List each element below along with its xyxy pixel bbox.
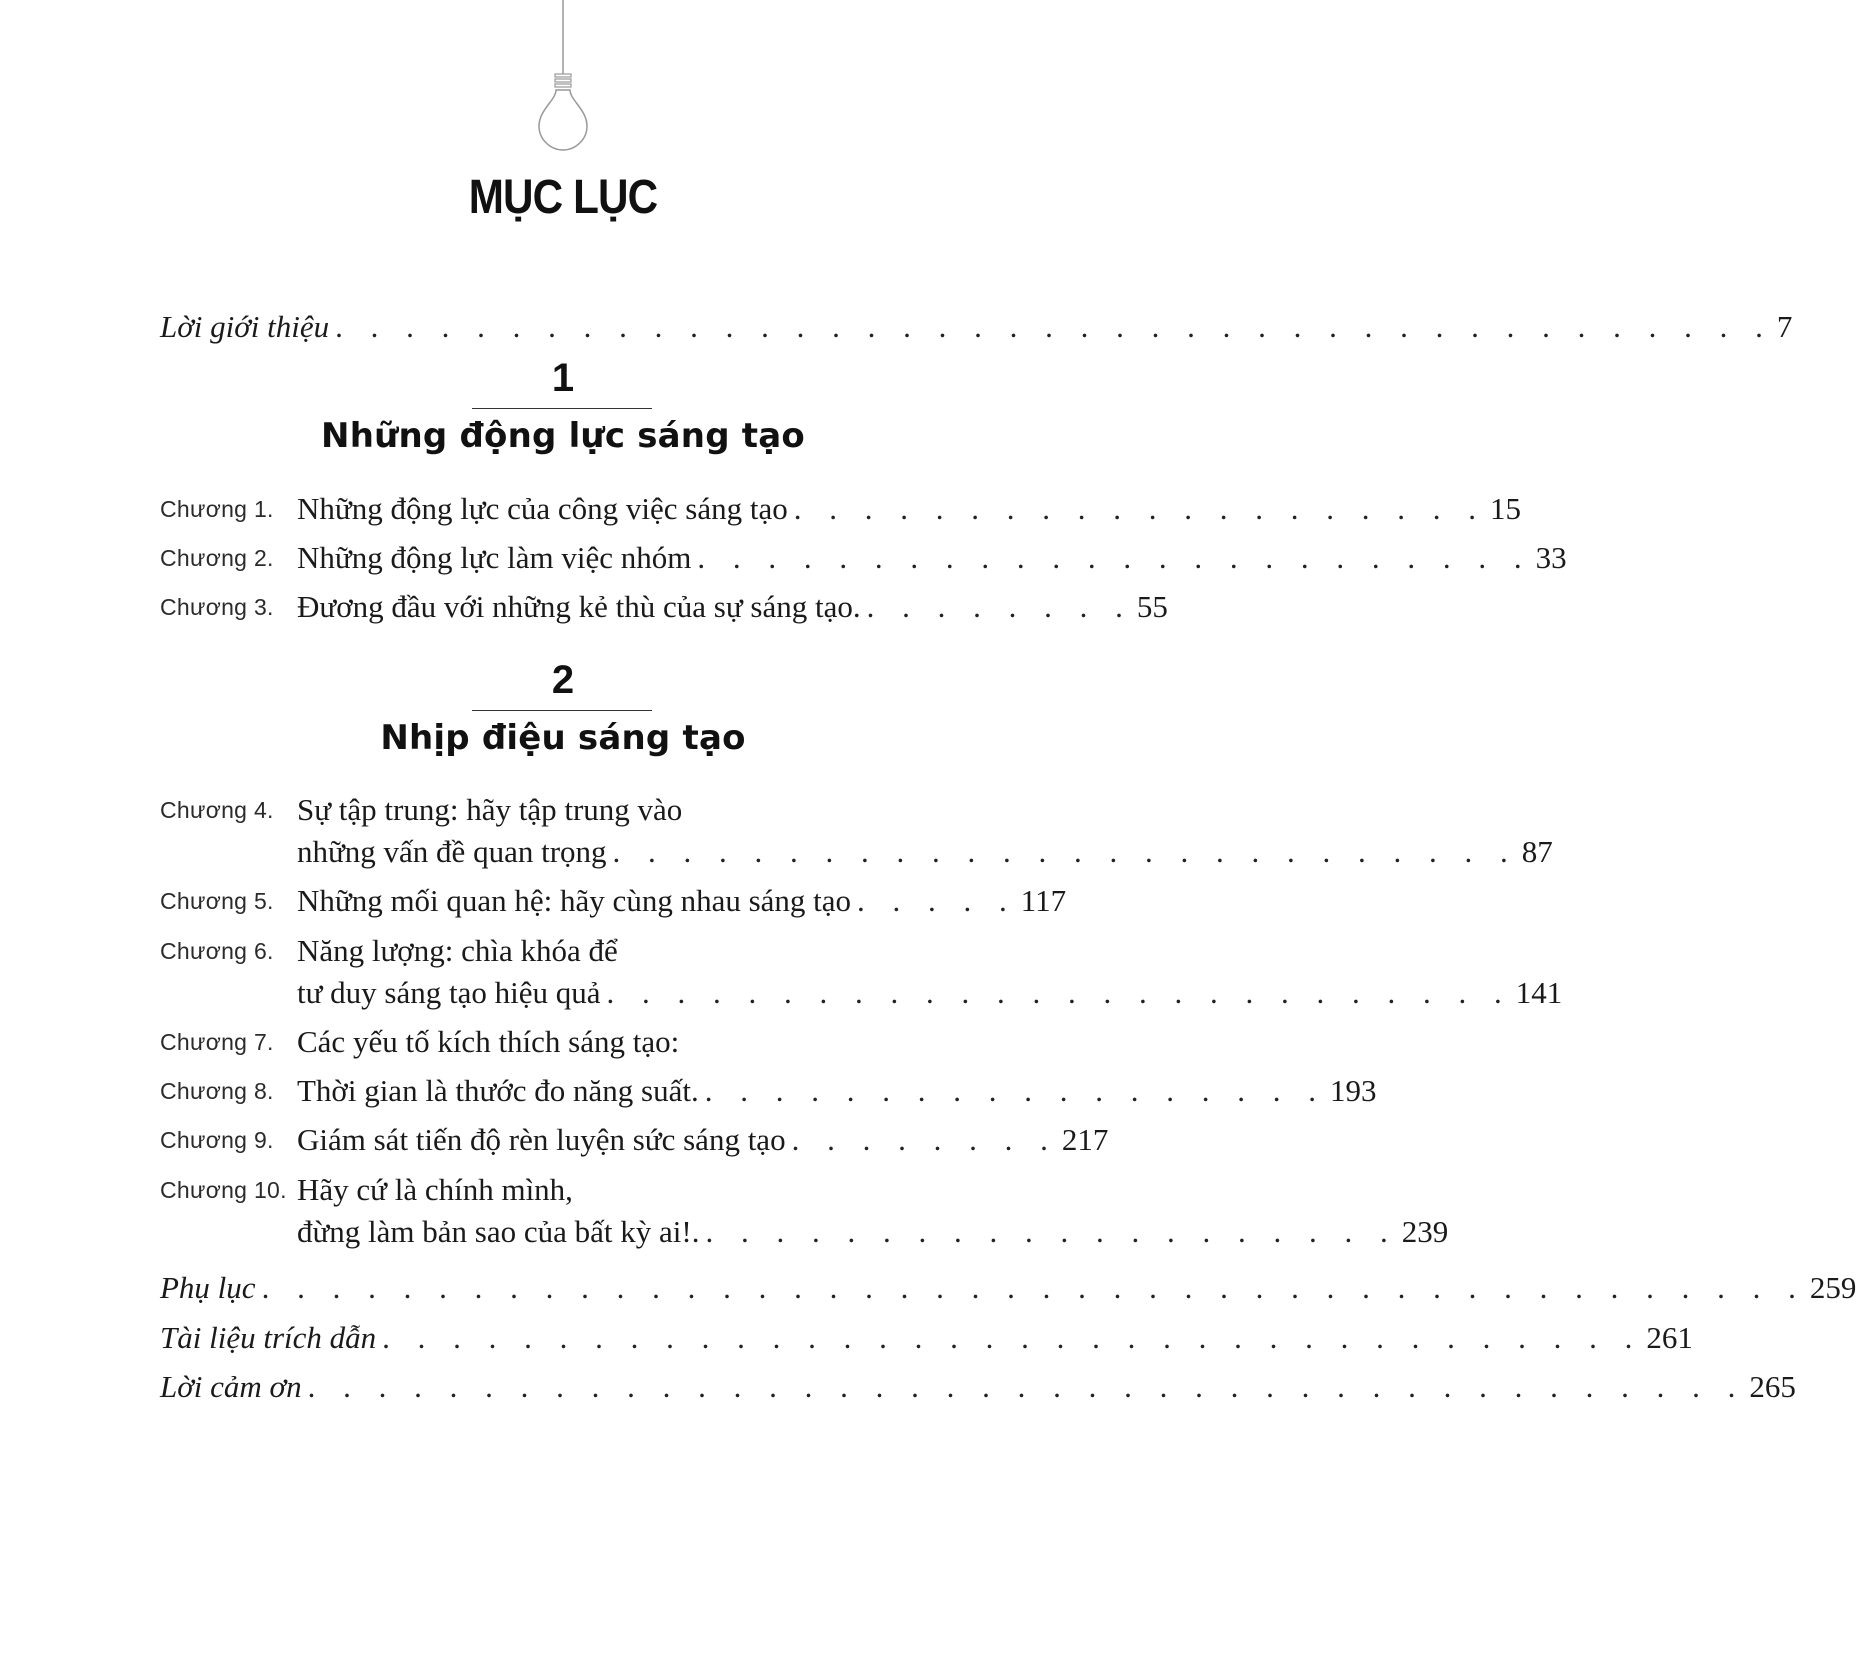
- chapter-label: Chương 10.: [160, 1177, 287, 1203]
- entry-text: tư duy sáng tạo hiệu quả: [297, 970, 607, 1016]
- entry-text: những vấn đề quan trọng: [297, 829, 613, 875]
- entry-text: Thời gian là thước đo năng suất.: [297, 1068, 705, 1114]
- toc-entry-chapter-7[interactable]: [160, 1019, 963, 1065]
- entry-text: Năng lượng: chìa khóa để: [297, 928, 624, 974]
- page-number: 261: [1646, 1320, 1693, 1355]
- leader-dots: . . . . . . . .: [791, 1122, 1058, 1157]
- chapter-label: Chương 7.: [160, 1029, 274, 1055]
- entry-text: đừng làm bản sao của bất kỳ ai!.: [297, 1209, 705, 1255]
- part-title: Nhịp điệu sáng tạo: [380, 718, 746, 758]
- leader-dots: . . . . . . . . . . . . . . . . . . . . . . . . . .: [612, 834, 1518, 869]
- chapter-label: Chương 2.: [160, 545, 274, 571]
- toc-entry-chapter-3[interactable]: [160, 584, 1168, 630]
- leader-dots: . . . . . . . . . . . . . . . . . . . . . . . . . . . . . . . . . . . . . . . . . . . .: [261, 1270, 1806, 1305]
- toc-entry-chapter-1[interactable]: [160, 486, 1521, 532]
- page-number: 117: [1020, 883, 1067, 918]
- page-number: 265: [1749, 1369, 1796, 1404]
- part-number: 2: [551, 658, 575, 702]
- part-title: Những động lực sáng tạo: [321, 416, 805, 456]
- leader-dots: . . . . . . . . . . . . . . . . . . . . . . . . . . . . . . . . . . . . . . . . .: [307, 1369, 1746, 1404]
- toc-entry-chapter-5[interactable]: [160, 878, 1067, 924]
- leader-dots: . . . . . . . . . . . . . . . . . .: [704, 1073, 1326, 1108]
- leader-dots: . . . . . . . . . . . . . . . . . . . . . . . . . . . . . . . . . . . .: [382, 1320, 1643, 1355]
- toc-entry-chapter-10[interactable]: [160, 1167, 963, 1213]
- page-number: 239: [1401, 1214, 1449, 1249]
- page-number: 259: [1809, 1270, 1856, 1305]
- chapter-label: Chương 5.: [160, 888, 274, 914]
- leader-dots: . . . . .: [857, 883, 1017, 918]
- toc-entry-chapter-8[interactable]: [160, 1068, 1377, 1114]
- leader-dots: . . . . . . . . . . . . . . . . . . . . . . . . . . . . . . . . . . . . . . . . .: [335, 309, 1773, 344]
- toc-entry-appendix[interactable]: [160, 1265, 1856, 1311]
- chapter-label: Chương 1.: [160, 496, 274, 522]
- toc-entry-chapter-4-cont[interactable]: [160, 829, 1553, 875]
- toc-entry-chapter-4[interactable]: [160, 787, 963, 833]
- part-number: 1: [551, 356, 575, 400]
- chapter-label: Chương 3.: [160, 594, 274, 620]
- part-divider: [472, 408, 652, 409]
- chapter-label: Chương 4.: [160, 797, 274, 823]
- toc-entry-chapter-10-cont[interactable]: [160, 1209, 1449, 1255]
- entry-text: Những động lực của công việc sáng tạo: [297, 486, 794, 532]
- toc-entry-chapter-2[interactable]: [160, 535, 1567, 581]
- entry-text: Các yếu tố kích thích sáng tạo:: [297, 1019, 685, 1065]
- entry-text: Những động lực làm việc nhóm: [297, 535, 697, 581]
- toc-entry-references[interactable]: [160, 1315, 1693, 1361]
- page-number: 15: [1489, 491, 1521, 526]
- page-number: 217: [1061, 1122, 1109, 1157]
- toc-entry-chapter-6-cont[interactable]: [160, 970, 1563, 1016]
- entry-text: Tài liệu trích dẫn: [160, 1315, 382, 1361]
- entry-text: Phụ lục: [160, 1265, 262, 1311]
- page-title: MỤC LỤC: [468, 171, 658, 224]
- page-number: 55: [1136, 589, 1168, 624]
- entry-text: Lời giới thiệu: [160, 304, 335, 350]
- chapter-label: Chương 9.: [160, 1127, 274, 1153]
- part-divider: [472, 710, 652, 711]
- entry-text: Sự tập trung: hãy tập trung vào: [297, 787, 688, 833]
- leader-dots: . . . . . . . .: [866, 589, 1133, 624]
- leader-dots: . . . . . . . . . . . . . . . . . . . .: [705, 1214, 1398, 1249]
- chapter-label: Chương 8.: [160, 1078, 274, 1104]
- page-number: 33: [1535, 540, 1567, 575]
- leader-dots: . . . . . . . . . . . . . . . . . . . . . . . .: [697, 540, 1532, 575]
- leader-dots: . . . . . . . . . . . . . . . . . . . .: [793, 491, 1486, 526]
- leader-dots: . . . . . . . . . . . . . . . . . . . . . . . . . .: [606, 975, 1512, 1010]
- entry-text: Lời cảm ơn: [160, 1364, 308, 1410]
- toc-entry-chapter-9[interactable]: [160, 1117, 1109, 1163]
- page-number: 87: [1521, 834, 1553, 869]
- toc-entry-acknowledgements[interactable]: [160, 1364, 1796, 1410]
- toc-entry-chapter-6[interactable]: [160, 928, 963, 974]
- page-number: 193: [1329, 1073, 1377, 1108]
- entry-text: Những mối quan hệ: hãy cùng nhau sáng tạo: [297, 878, 857, 924]
- chapter-label: Chương 6.: [160, 938, 274, 964]
- entry-text: Giám sát tiến độ rèn luyện sức sáng tạo: [297, 1117, 792, 1163]
- entry-text: Đương đầu với những kẻ thù của sự sáng tạo.: [297, 584, 867, 630]
- page-number: 7: [1776, 309, 1793, 344]
- lightbulb-icon: [533, 0, 593, 160]
- page-number: 141: [1515, 975, 1563, 1010]
- entry-text: Hãy cứ là chính mình,: [297, 1167, 579, 1213]
- toc-entry-intro[interactable]: [160, 304, 1793, 350]
